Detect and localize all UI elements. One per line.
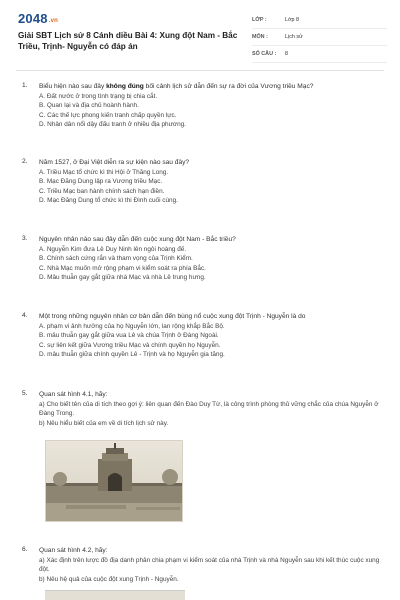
site-logo[interactable] [18,11,58,26]
option-c: C. sự liên kết giữa Vương triều Mạc và chính quyền họ Nguyễn. [39,341,221,349]
question-text: Năm 1527, ở Đại Việt diễn ra sự kiện nào sau đây? [39,159,190,166]
question-number: 4. [22,312,28,319]
option-a: A. Triều Mạc tổ chức kì thi Hội ở Thăng Long. [39,168,169,176]
meta-label: LỚP : [252,17,267,23]
question-text: Nguyên nhân nào sau đây dẫn đến cuộc xung đột Nam - Bắc triều? [39,236,236,243]
option-c: C. Các thế lực phong kiến tranh chấp quyền lực. [39,111,177,119]
meta-label: MÔN : [252,34,268,40]
meta-value: Lớp 8 [285,17,300,23]
option-d: D. Mạc Đăng Dung tổ chức kì thi Đình cuối cùng. [39,197,178,205]
question-number: 3. [22,235,28,242]
question-text [39,82,382,92]
sub-question-a: a) Cho biết tên của di tích theo gợi ý: liên quan đến Đào Duy Từ, là công trình phòng thủ vững chắc của chúa Nguyễn ở Đàng Trong. [39,400,379,418]
option-b: B. Chính sách cứng rắn và tham vọng của Trịnh Kiểm. [39,255,193,263]
sub-question-b: b) Nêu hệ quả của cuộc đột xung Trịnh - Nguyễn. [39,575,179,583]
question-number: 2. [22,158,28,165]
question-text-part: Biểu hiện nào sau đây [39,83,107,90]
option-b: B. mâu thuẫn gay gắt giữa vua Lê và chúa Trịnh ở Đàng Ngoài. [39,332,219,340]
question-3 [22,235,382,283]
logo-main: 2048 [18,11,48,26]
option-a: A. Đất nước ở trong tình trạng bị chia cắt. [39,92,158,100]
sub-question-a: a) Xác định trên lược đồ địa danh phân chia phạm vi kiểm soát của nhà Trịnh và nhà Nguyễn sau khi kết thúc cuộc xung đột. [39,556,380,574]
question-text-part: bối cảnh lịch sử dẫn đến sự ra đời của Vương triều Mạc? [143,83,314,90]
option-a: A. Nguyễn Kim đưa Lê Duy Ninh lên ngôi hoàng đế. [39,245,187,253]
fortress-gate-illustration [46,441,183,522]
question-text-emphasis: không đúng [106,83,144,90]
header-divider [16,70,384,71]
meta-value: Lịch sử [285,34,303,40]
meta-value: 8 [285,51,288,57]
meta-row-count [252,46,387,63]
figure-4-2-map [45,590,185,600]
option-d: D. Mâu thuẫn gay gắt giữa nhà Mạc và nhà Lê trung hưng. [39,274,206,282]
question-number: 5. [22,390,28,397]
page-title: Giải SBT Lịch sử 8 Cánh diều Bài 4: Xung đột Nam - Bắc Triều, Trịnh- Nguyễn có đáp án [18,31,238,51]
question-number: 1. [22,82,28,89]
question-text: Quan sát hình 4.2, hãy: [39,547,108,554]
question-1 [22,82,382,130]
question-text: Quan sát hình 4.1, hãy: [39,391,108,398]
option-d: D. Nhân dân nổi dậy đấu tranh ở nhiều địa phương. [39,121,186,129]
option-d: D. mâu thuẫn giữa chính quyền Lê - Trịnh và họ Nguyễn gia tăng. [39,351,225,359]
question-text: Một trong những nguyên nhân cơ bản dẫn đến bùng nổ cuộc xung đột Trịnh - Nguyễn là do [39,313,306,320]
logo-tld: .vn [48,18,59,24]
page-header [0,0,400,66]
question-2 [22,158,382,206]
option-c: C. Nhà Mạc muốn mở rộng phạm vi kiểm soát ra phía Bắc. [39,264,206,272]
sub-question-b: b) Nêu hiểu biết của em về di tích lịch sử này. [39,419,169,427]
meta-label: SỐ CÂU : [252,51,277,57]
option-c: C. Triều Mạc ban hành chính sách hạn điền. [39,187,165,195]
option-b: B. Mạc Đăng Dung lập ra Vương triều Mạc. [39,178,163,186]
question-5 [22,390,382,428]
meta-info [252,12,387,63]
figure-4-1-photo [45,440,183,522]
meta-row-subject [252,29,387,46]
option-b: B. Quan lại và địa chủ hoành hành. [39,102,139,110]
meta-row-class [252,12,387,29]
question-number: 6. [22,546,28,553]
question-4 [22,312,382,360]
option-a: A. phạm vi ảnh hưởng của họ Nguyễn lớn, lan rộng khắp Bắc Bộ. [39,322,225,330]
question-6 [22,546,382,584]
